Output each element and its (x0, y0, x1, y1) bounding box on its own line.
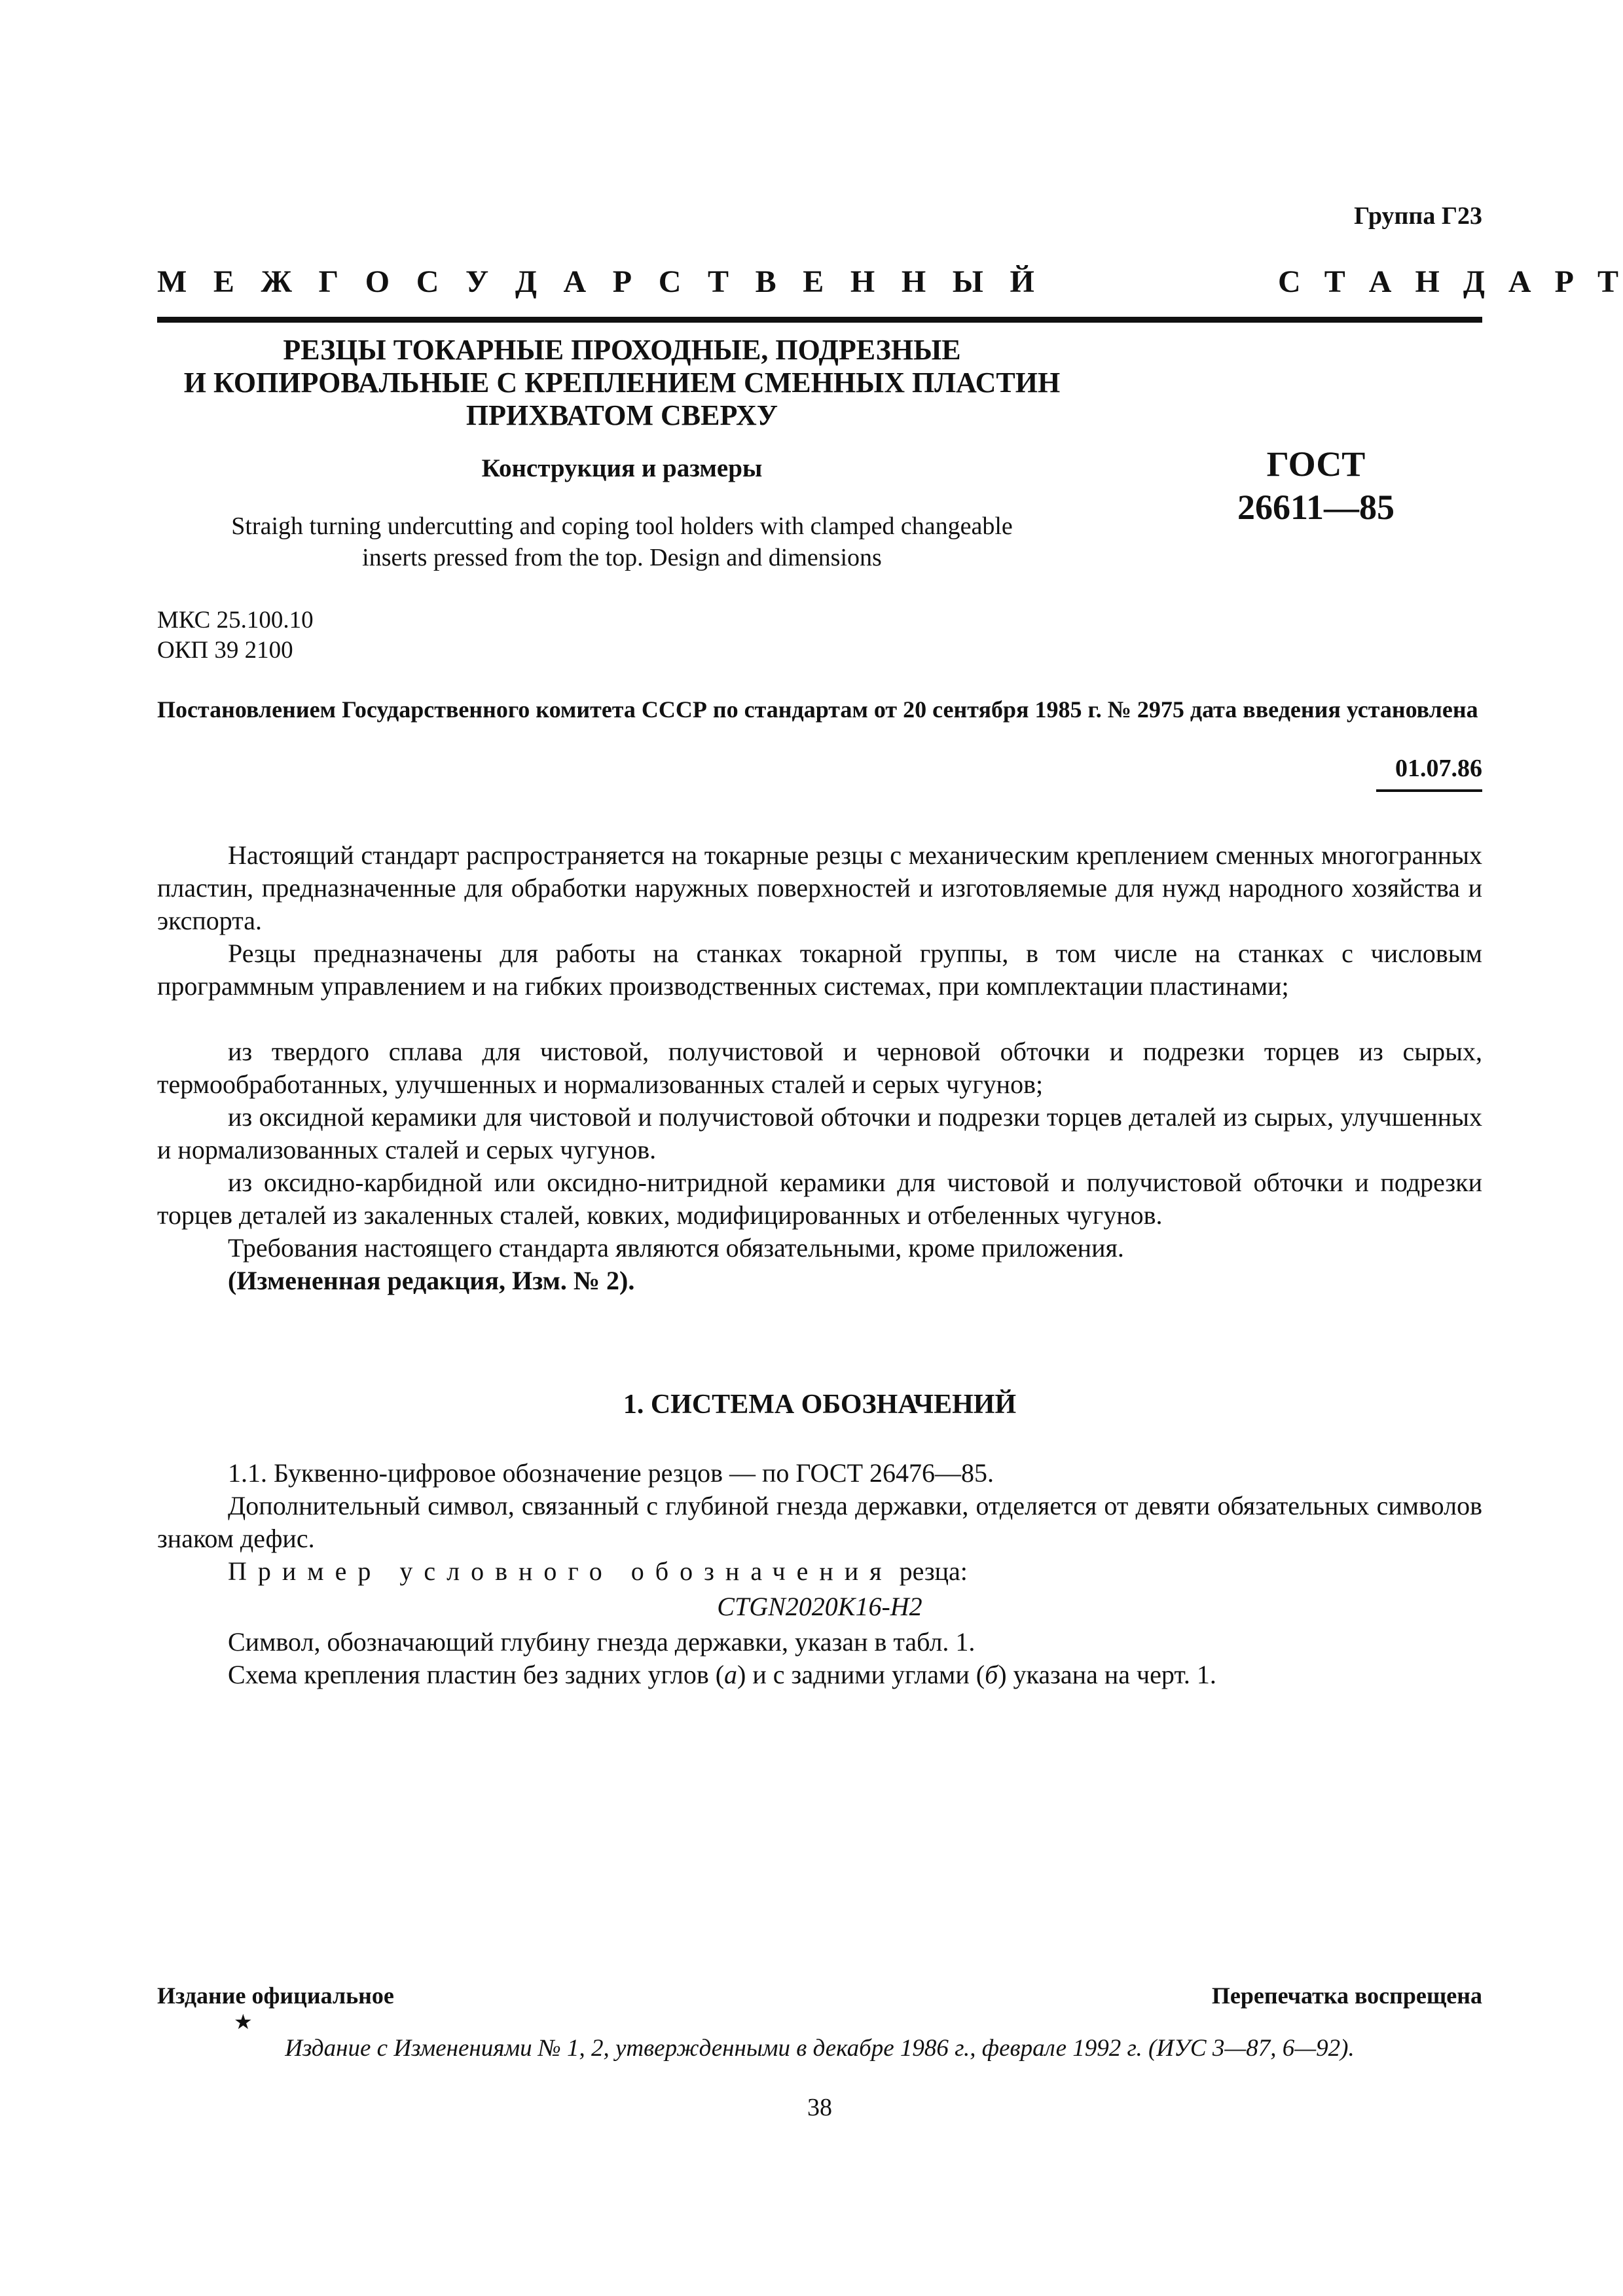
section-heading: 1. СИСТЕМА ОБОЗНАЧЕНИЙ (623, 1390, 1017, 1420)
page-number: 38 (807, 2094, 832, 2121)
scheme-text-3: ) указана на черт. 1. (998, 1660, 1216, 1689)
heading-letter: С (416, 264, 439, 299)
heading-letter: Д (515, 264, 537, 299)
amendment-note: (Измененная редакция, Изм. № 2). (228, 1266, 635, 1295)
scheme-text-1: Схема крепления пластин без задних углов ( (228, 1660, 725, 1689)
heading-letter: Ж (261, 264, 293, 299)
gost-number-block (1152, 442, 1480, 529)
title-line-1: РЕЗЦЫ ТОКАРНЫЕ ПРОХОДНЫЕ, ПОДРЕЗНЫЕ (283, 334, 961, 366)
official-edition-label: Издание официальное (157, 1982, 394, 2009)
heading-letter: Р (1554, 264, 1574, 299)
english-title (157, 511, 1087, 573)
body-paragraph-3: из твердого сплава для чистовой, получистовой и черновой обточки и подрезки торцев из сырых, термообработанных, улучшенных и нормализованных сталей и серых чугунов; (157, 1037, 1482, 1099)
heading-letter: Г (318, 264, 339, 299)
heading-letter: Н (1415, 264, 1440, 299)
heading-letter: В (755, 264, 776, 299)
decree-text: Постановлением Государственного комитета СССР по стандартам от 20 сентября 1985 г. № 2975 дата введения установлена (157, 696, 1478, 723)
english-title-line-1: Straigh turning undercutting and coping tool holders with clamped changeable (231, 512, 1013, 540)
example-line (157, 1555, 1482, 1588)
body-paragraph-6: Требования настоящего стандарта являются обязательными, кроме приложения. (228, 1233, 1124, 1263)
heading-letter: Е (803, 264, 824, 299)
section-paragraph-1: 1.1. Буквенно-цифровое обозначение резцов — по ГОСТ 26476—85. (228, 1458, 994, 1488)
heading-letter: Й (1010, 264, 1034, 299)
header-rule (157, 317, 1482, 323)
scheme-text-2: ) и с задними углами ( (737, 1660, 985, 1689)
heading-letter: Т (1597, 264, 1618, 299)
heading-letter: Т (708, 264, 729, 299)
example-label: Пример условного обозначения (228, 1556, 893, 1586)
body-paragraph-4: из оксидной керамики для чистовой и получистовой обточки и подрезки торцев деталей из сырых, улучшенных и нормализованных сталей и серых чугунов. (157, 1102, 1482, 1164)
heading-letter: Н (901, 264, 926, 299)
okp-code: ОКП 39 2100 (157, 637, 293, 664)
scheme-label-a: а (724, 1660, 738, 1689)
standard-word (1278, 264, 1618, 300)
heading-letter: О (365, 264, 390, 299)
heading-letter: С (658, 264, 682, 299)
heading-letter: Н (850, 264, 875, 299)
gost-label: ГОСТ (1266, 444, 1366, 484)
body-paragraph-1: Настоящий стандарт распространяется на токарные резцы с механическим креплением сменных многогранных пластин, предназначенные для обработки наружных поверхностей и изготовляемые для нужд народного хозяйства и экспорта. (157, 840, 1482, 935)
section-paragraph-3: Символ, обозначающий глубину гнезда державки, указан в табл. 1. (228, 1627, 976, 1657)
example-tail: резца: (892, 1556, 968, 1586)
section-paragraph-4 (157, 1659, 1482, 1691)
section-paragraph-2: Дополнительный символ, связанный с глубиной гнезда державки, отделяется от девяти обязательных символов знаком дефис. (157, 1491, 1482, 1553)
edition-note: Издание с Изменениями № 1, 2, утвержденными в декабре 1986 г., феврале 1992 г. (ИУС 3—87, 6—92). (285, 2035, 1355, 2062)
heading-letter: С (1278, 264, 1301, 299)
body-paragraph-5: из оксидно-карбидной или оксидно-нитридной керамики для чистовой и получистовой обточки и подрезки торцев деталей из закаленных сталей, ковких, модифицированных и отбеленных чугунов. (157, 1168, 1482, 1230)
group-code: Группа Г23 (1354, 202, 1482, 230)
heading-letter: Е (213, 264, 234, 299)
heading-letter: Д (1463, 264, 1485, 299)
date-underline (1376, 789, 1482, 792)
heading-letter: А (563, 264, 587, 299)
heading-letter: Т (1324, 264, 1345, 299)
heading-letter: А (1368, 264, 1392, 299)
heading-letter: М (157, 264, 187, 299)
interstate-word (157, 264, 1034, 300)
body-paragraph-2: Резцы предназначены для работы на станках токарной группы, в том числе на станках с числовым программным управлением и на гибких производственных системах, при комплектации пластинами; (157, 939, 1482, 1001)
title-line-2: И КОПИРОВАЛЬНЫЕ С КРЕПЛЕНИЕМ СМЕННЫХ ПЛАСТИН (183, 367, 1061, 399)
english-title-line-2: inserts pressed from the top. Design and dimensions (362, 544, 882, 571)
heading-letter: А (1508, 264, 1531, 299)
heading-letter: У (465, 264, 489, 299)
document-title (157, 334, 1087, 432)
reprint-prohibited-label: Перепечатка воспрещена (1211, 1982, 1482, 2009)
heading-letter: Р (612, 264, 632, 299)
scheme-label-b: б (985, 1660, 998, 1689)
classification-codes (157, 605, 314, 666)
gost-number: 26611—85 (1237, 488, 1395, 527)
introduction-date: 01.07.86 (1395, 755, 1482, 782)
star-icon: ★ (234, 2010, 253, 2034)
example-designation: CTGN2020K16-H2 (717, 1592, 922, 1621)
mks-code: МКС 25.100.10 (157, 607, 314, 634)
title-line-3: ПРИХВАТОМ СВЕРХУ (465, 399, 778, 431)
heading-letter: Ы (952, 264, 983, 299)
document-subtitle: Конструкция и размеры (481, 454, 763, 482)
